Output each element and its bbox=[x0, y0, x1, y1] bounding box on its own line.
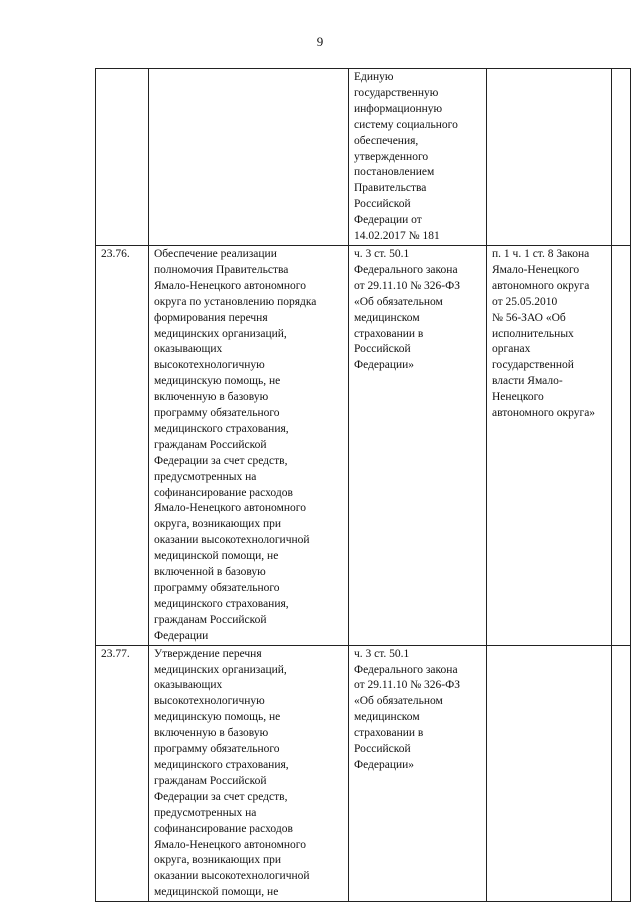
table-row bbox=[96, 645, 631, 902]
table-row bbox=[96, 245, 631, 645]
federal-basis-cell: ч. 3 ст. 50.1 Федерального закона от 29.11.10 № 326-ФЗ «Об обязательном медицинском страховании в Российской Федерации» bbox=[349, 245, 487, 645]
authority-description-cell: Обеспечение реализации полномочия Правительства Ямало-Ненецкого автономного округа по установлению порядка формирования перечня медицинских организаций, оказывающих высокотехнологичную медицинскую помощь, не включенную в базовую программу обязательного медицинского страхования, гражданам Российской Федерации за счет средств, предусмотренных на софинансирование расходов Ямало-Ненецкого автономного округа, возникающих при оказании высокотехнологичной медицинской помощи, не включенной в базовую программу обязательного медицинского страхования, гражданам Российской Федерации bbox=[149, 245, 349, 645]
federal-basis-cell: Единую государственную информационную систему социального обеспечения, утвержденного постановлением Правительства Российской Федерации от 14.02.2017 № 181 bbox=[349, 69, 487, 246]
regional-basis-cell bbox=[487, 645, 612, 902]
item-number-cell: 23.76. bbox=[96, 245, 149, 645]
regional-basis-cell: п. 1 ч. 1 ст. 8 Закона Ямало-Ненецкого автономного округа от 25.05.2010 № 56-ЗАО «Об исполнительных органах государственной власти Ямало- Ненецкого автономного округа» bbox=[487, 245, 612, 645]
authority-description-cell bbox=[149, 69, 349, 246]
regional-basis-cell bbox=[487, 69, 612, 246]
table-row bbox=[96, 69, 631, 246]
authority-description-cell: Утверждение перечня медицинских организаций, оказывающих высокотехнологичную медицинскую помощь, не включенную в базовую программу обязательного медицинского страхования, гражданам Российской Федерации за счет средств, предусмотренных на софинансирование расходов Ямало-Ненецкого автономного округа, возникающих при оказании высокотехнологичной медицинской помощи, не bbox=[149, 645, 349, 902]
item-number-cell bbox=[96, 69, 149, 246]
extra-cell bbox=[612, 69, 631, 246]
federal-basis-cell: ч. 3 ст. 50.1 Федерального закона от 29.11.10 № 326-ФЗ «Об обязательном медицинском страховании в Российской Федерации» bbox=[349, 645, 487, 902]
extra-cell bbox=[612, 245, 631, 645]
legal-basis-table bbox=[95, 68, 631, 902]
item-number-cell: 23.77. bbox=[96, 645, 149, 902]
page-number: 9 bbox=[316, 34, 324, 49]
extra-cell bbox=[612, 645, 631, 902]
